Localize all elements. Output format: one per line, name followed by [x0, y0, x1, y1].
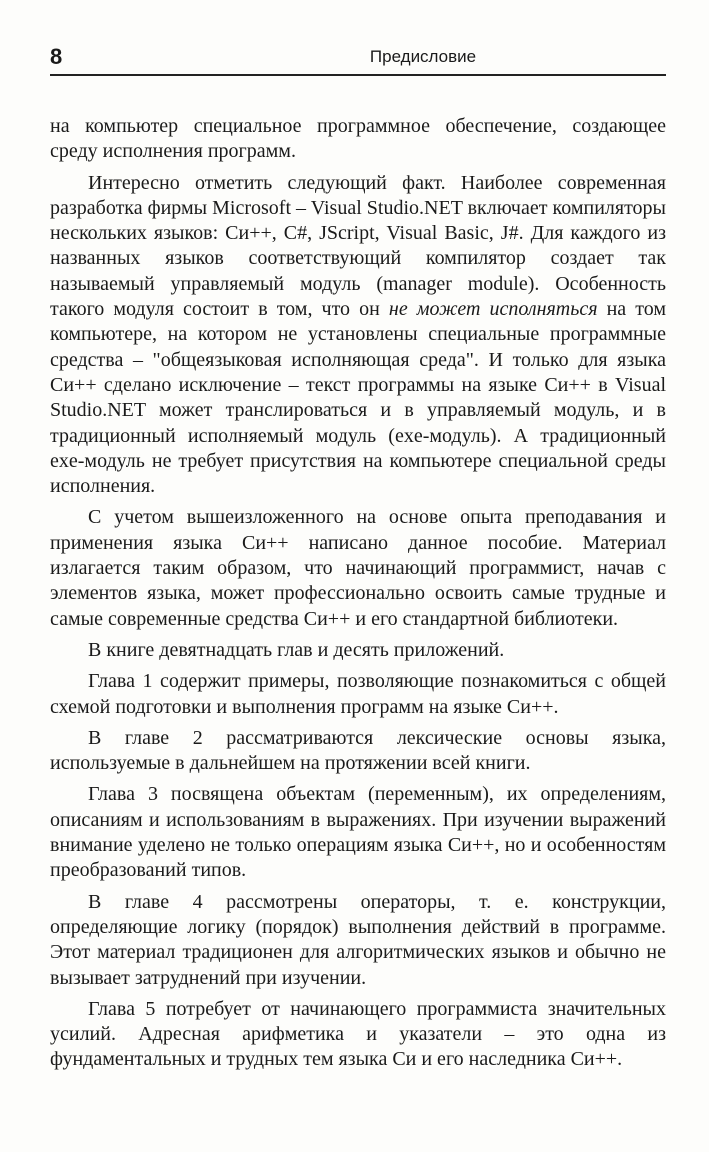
paragraph-text: Интересно отметить следующий факт. Наиболее современная разработка фирмы Microsoft – Visual Studio.NET включает компиляторы нескольких языков: Си++, C#, JScript, Visual Basic, J#. Для каждого из названных языков соответствующий компилятор создает так называемый управляемый модуль (manager module). Особенность такого модуля состоит в том, что он	[50, 171, 666, 321]
page-number: 8	[50, 44, 63, 69]
emphasis-text: не может исполняться	[388, 298, 598, 321]
paragraph: С учетом вышеизложенного на основе опыта преподавания и применения языка Си++ написано данное пособие. Материал излагается таким образом, что начинающий программист, начав с элементов языка, может профессионально освоить самые трудные и самые современные средства Си++ и его стандартной библиотеки.	[50, 506, 666, 630]
paragraph: В книге девятнадцать глав и десять приложений.	[88, 638, 505, 661]
paragraph-text: на том компьютере, на котором не установлены специальные программные средства – "общеязыковая исполняющая среда". И только для языка Си++ сделано исключение – текст программы на языке Си++ в Visual Studio.NET может транслироваться и в управляемый модуль, и в традиционный исполняемый модуль (exe-модуль). А традиционный exe-модуль не требует присутствия на компьютере специальной среды исполнения.	[50, 298, 666, 498]
paragraph: на компьютер специальное программное обеспечение, создающее среду исполнения программ.	[50, 115, 666, 163]
section-title: Предисловие	[369, 47, 477, 66]
paragraph: В главе 4 рассмотрены операторы, т. е. конструкции, определяющие логику (порядок) выполнения действий в программе. Этот материал традиционен для алгоритмических языков и обычно не вызывает затруднений при изучении.	[50, 890, 666, 989]
running-head	[50, 44, 666, 72]
paragraph: Глава 1 содержит примеры, позволяющие познакомиться с общей схемой подготовки и выполнения программ на языке Си++.	[50, 670, 666, 718]
paragraph: Глава 3 посвящена объектам (переменным), их определениям, описаниям и использованиям в выражениях. При изучении выражений внимание уделено не только операциям языка Си++, но и особенностям преобразований типов.	[50, 783, 666, 882]
paragraph: В главе 2 рассматриваются лексические основы языка, используемые в дальнейшем на протяжении всей книги.	[50, 726, 666, 775]
book-page	[50, 0, 666, 1152]
paragraph	[50, 171, 666, 500]
paragraph: Глава 5 потребует от начинающего программиста значительных усилий. Адресная арифметика и указатели – это одна из фундаментальных и трудных тем языка Си и его наследника Си++.	[50, 997, 666, 1071]
body-text	[50, 114, 666, 1073]
header-rule	[50, 74, 666, 76]
